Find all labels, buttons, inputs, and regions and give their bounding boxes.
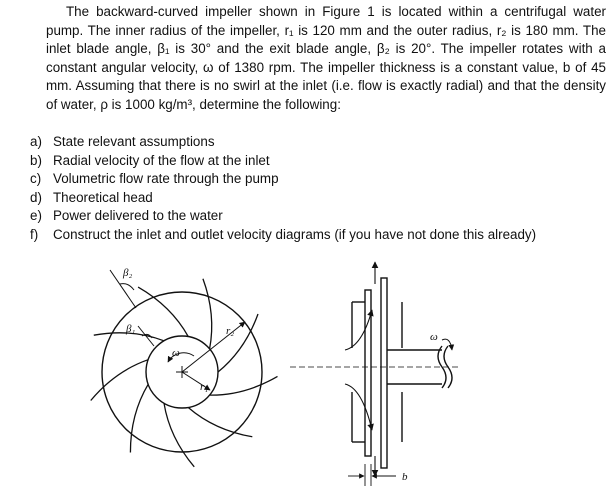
task-list bbox=[30, 133, 536, 244]
label-beta2: β₂ bbox=[123, 267, 133, 279]
problem-line-3: inlet blade angle, β₁ is 30° and the exit blade angle, β₂ is 20°. The impeller rotates with a bbox=[46, 41, 606, 56]
label-beta1: β₁ bbox=[126, 323, 136, 335]
list-item bbox=[30, 133, 536, 152]
problem-line-6: of water, ρ is 1000 kg/m³, determine the following: bbox=[46, 96, 341, 112]
impeller-side-view bbox=[290, 262, 460, 486]
list-marker: e) bbox=[30, 208, 42, 223]
problem-statement bbox=[6, 3, 606, 114]
side-plate-right bbox=[381, 278, 387, 468]
blade bbox=[218, 314, 258, 372]
label-b: b bbox=[402, 471, 408, 483]
problem-line-2: pump. The inner radius of the impeller, r₁ is 120 mm and the outer radius, r₂ is 180 mm. The bbox=[46, 22, 606, 38]
blade bbox=[111, 384, 168, 452]
problem-line-1: The backward-curved impeller shown in Figure 1 is located within a centrifugal water bbox=[66, 4, 606, 19]
list-marker: a) bbox=[30, 134, 42, 149]
list-text: State relevant assumptions bbox=[53, 134, 215, 149]
label-omega-side: ω bbox=[430, 331, 438, 343]
blade bbox=[172, 279, 240, 349]
list-item bbox=[30, 226, 536, 245]
blade bbox=[94, 306, 164, 370]
blade bbox=[210, 351, 278, 421]
problem-line-4: constant angular velocity, ω of 1380 rpm. The impeller thickness is a constant value, b of 45 bbox=[46, 59, 606, 75]
list-text: Theoretical head bbox=[53, 189, 153, 205]
flow-arrow-top bbox=[345, 310, 372, 350]
list-item bbox=[30, 189, 536, 208]
label-r1: r₁ bbox=[200, 381, 209, 393]
list-text: Radial velocity of the flow at the inlet bbox=[53, 152, 270, 168]
impeller-blades bbox=[91, 279, 278, 467]
list-item bbox=[30, 152, 536, 171]
list-text: Volumetric flow rate through the pump bbox=[53, 171, 279, 186]
list-item bbox=[30, 170, 536, 189]
list-marker: b) bbox=[30, 152, 42, 168]
impeller-front-view bbox=[91, 270, 278, 467]
flow-arrow-bottom bbox=[345, 384, 372, 430]
blade bbox=[144, 403, 214, 467]
list-marker: c) bbox=[30, 171, 42, 186]
label-omega-front: ω bbox=[172, 347, 180, 359]
figure-1 bbox=[90, 250, 510, 490]
beta1-construction-line bbox=[138, 326, 154, 346]
radius-r2-line bbox=[182, 322, 245, 372]
list-item bbox=[30, 207, 536, 226]
list-marker: d) bbox=[30, 189, 42, 205]
label-r2: r₂ bbox=[226, 325, 235, 337]
problem-line-5: mm. Assuming that there is no swirl at the inlet (i.e. flow is exactly radial) and that the density bbox=[46, 78, 606, 93]
list-marker: f) bbox=[30, 226, 39, 242]
blade bbox=[91, 346, 148, 414]
list-text: Construct the inlet and outlet velocity diagrams (if you have not done this already) bbox=[53, 226, 537, 242]
list-text: Power delivered to the water bbox=[53, 208, 223, 223]
